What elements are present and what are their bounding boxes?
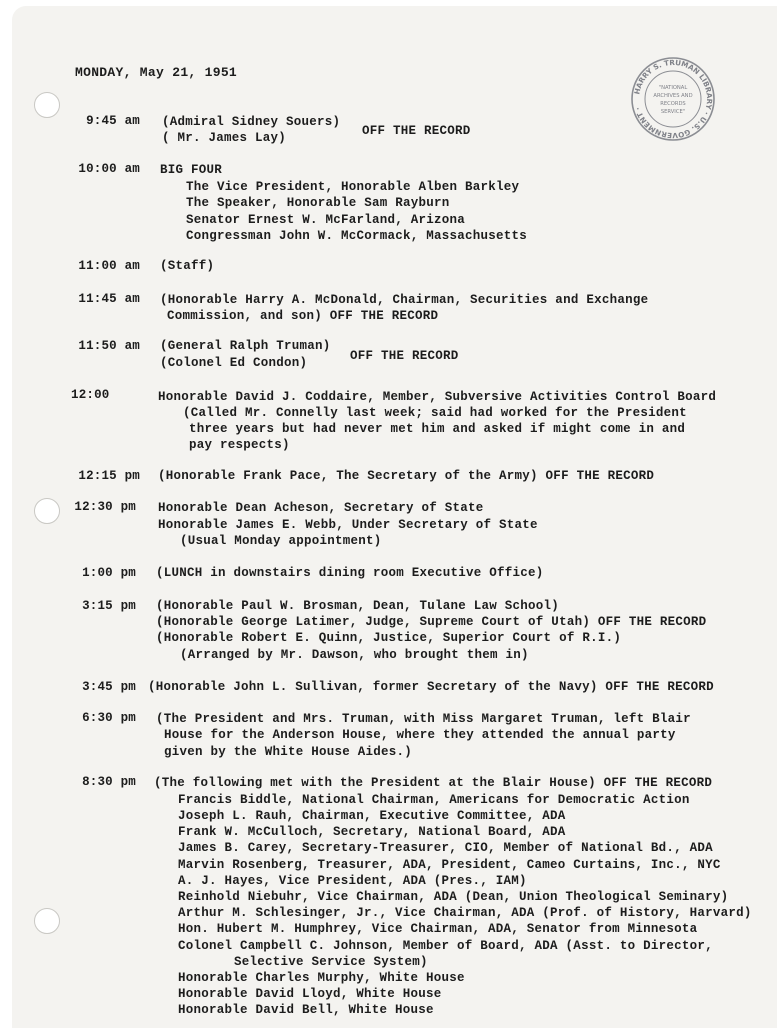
entry-line: Senator Ernest W. McFarland, Arizona [186,213,466,227]
stamp-inner-line: "NATIONAL [658,85,688,91]
entry-time: 3:45 pm [82,680,136,694]
entry-line: Selective Service System) [234,955,428,969]
entry-line: (General Ralph Truman) [160,339,331,353]
entry-line: (Admiral Sidney Souers) [162,115,341,129]
entry-line: Honorable Charles Murphy, White House [178,971,465,985]
entry-line: (The following met with the President at the Blair House) OFF THE RECORD [154,776,713,790]
entry-line: (Honorable Frank Pace, The Secretary of the Army) OFF THE RECORD [158,469,655,483]
entry-line: Frank W. McCulloch, Secretary, National Board, ADA [178,825,566,839]
entry-time: 11:50 am [78,339,140,353]
entry-time: 10:00 am [78,162,140,176]
entry-time: 6:30 pm [82,711,136,725]
entry-line: Congressman John W. McCormack, Massachusetts [186,229,528,243]
entry-time: 3:15 pm [82,599,136,613]
entry-time: 12:00 [71,388,110,402]
entry-line: House for the Anderson House, where they attended the annual party [164,728,676,742]
entry-line: (Colonel Ed Condon) [160,356,308,370]
entry-line: (Honorable George Latimer, Judge, Supreme Court of Utah) OFF THE RECORD [156,615,707,629]
entry-line: (The President and Mrs. Truman, with Miss Margaret Truman, left Blair [156,712,691,726]
entry-line: (Staff) [160,259,215,273]
entry-line: A. J. Hayes, Vice President, ADA (Pres., IAM) [178,874,527,888]
document-date-heading: MONDAY, May 21, 1951 [75,65,238,80]
entry-line: (Honorable John L. Sullivan, former Secretary of the Navy) OFF THE RECORD [148,680,714,694]
entry-line: (Honorable Robert E. Quinn, Justice, Superior Court of R.I.) [156,631,622,645]
entry-time: 1:00 pm [82,566,136,580]
entry-line: Reinhold Niebuhr, Vice Chairman, ADA (Dean, Union Theological Seminary) [178,890,729,904]
entry-line: (LUNCH in downstairs dining room Executive Office) [156,566,544,580]
entry-line: (Honorable Paul W. Brosman, Dean, Tulane Law School) [156,599,560,613]
entry-line: Commission, and son) OFF THE RECORD [167,309,439,323]
punch-hole [34,908,60,934]
entry-line: (Usual Monday appointment) [180,534,382,548]
punch-hole [34,92,60,118]
entry-line: (Honorable Harry A. McDonald, Chairman, Securities and Exchange [160,293,649,307]
entry-line: Honorable David J. Coddaire, Member, Subversive Activities Control Board [158,390,717,404]
entry-line: (Arranged by Mr. Dawson, who brought them in) [180,648,529,662]
entry-line: pay respects) [189,438,290,452]
entry-time: 12:30 pm [74,500,136,514]
entry-time: 11:00 am [78,259,140,273]
entry-time: 9:45 am [86,114,140,128]
entry-line: Marvin Rosenberg, Treasurer, ADA, President, Cameo Curtains, Inc., NYC [178,858,721,872]
entry-line: Honorable David Bell, White House [178,1003,434,1017]
entry-line: three years but had never met him and asked if might come in and [189,422,686,436]
stamp-inner-line: SERVICE" [660,109,686,115]
entry-line: given by the White House Aides.) [164,745,413,759]
entry-line: James B. Carey, Secretary-Treasurer, CIO, Member of National Bd., ADA [178,841,713,855]
entry-line: BIG FOUR [160,163,223,177]
entry-line: ( Mr. James Lay) [162,131,287,145]
stamp-outer-text: HARRY S. TRUMAN LIBRARY · U.S. GOVERNMENT · [632,57,715,141]
entry-line: Honorable Dean Acheson, Secretary of State [158,501,484,515]
entry-line: Joseph L. Rauh, Chairman, Executive Committee, ADA [178,809,566,823]
entry-time: 12:15 pm [78,469,140,483]
entry-line: Honorable David Lloyd, White House [178,987,442,1001]
entry-time: 11:45 am [78,292,140,306]
entry-time: 8:30 pm [82,775,136,789]
entry-line: Francis Biddle, National Chairman, Americans for Democratic Action [178,793,690,807]
entry-line: (Called Mr. Connelly last week; said had worked for the President [183,406,687,420]
off-the-record-note: OFF THE RECORD [362,124,471,138]
archive-stamp [630,56,716,142]
entry-line: The Speaker, Honorable Sam Rayburn [186,196,450,210]
punch-hole [34,498,60,524]
stamp-inner-line: ARCHIVES AND [653,93,693,99]
entry-line: Colonel Campbell C. Johnson, Member of Board, ADA (Asst. to Director, [178,939,713,953]
entry-line: Hon. Hubert M. Humphrey, Vice Chairman, ADA, Senator from Minnesota [178,922,698,936]
off-the-record-note: OFF THE RECORD [350,349,459,363]
stamp-inner-line: RECORDS [660,101,686,107]
entry-line: Honorable James E. Webb, Under Secretary of State [158,518,538,532]
entry-line: Arthur M. Schlesinger, Jr., Vice Chairman, ADA (Prof. of History, Harvard) [178,906,752,920]
entry-line: The Vice President, Honorable Alben Barkley [186,180,520,194]
